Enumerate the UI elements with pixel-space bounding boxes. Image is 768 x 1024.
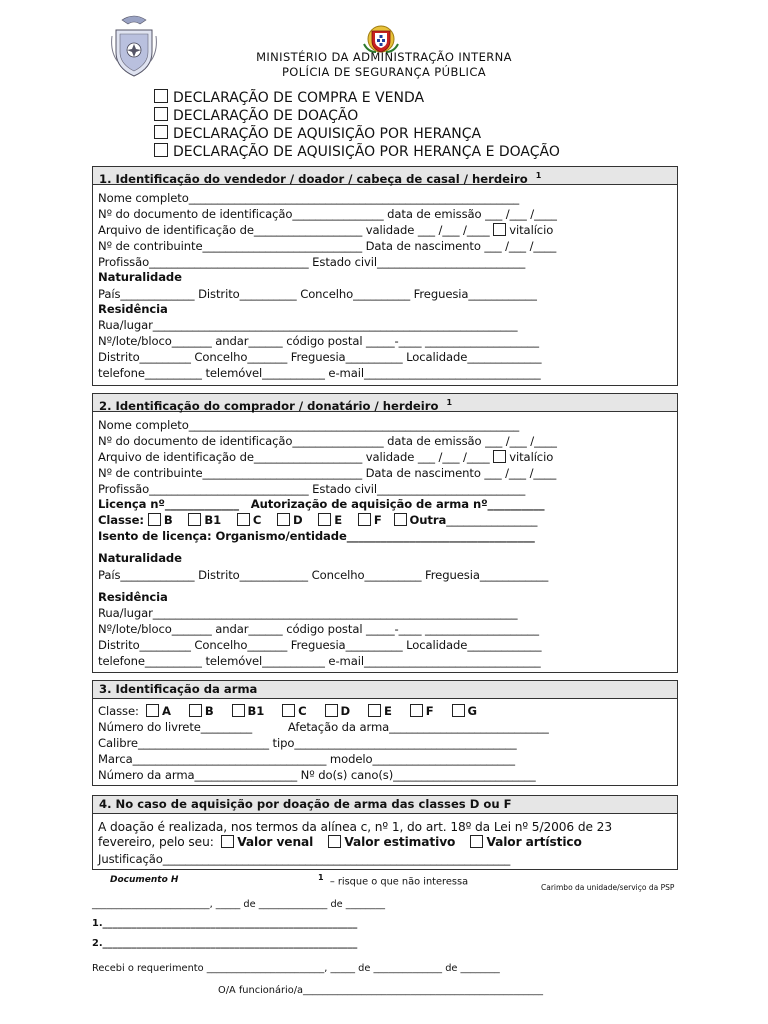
checkbox[interactable] [154,143,168,157]
signature-line-2[interactable]: 2.____________________________________________________ [92,938,358,949]
declaration-option[interactable]: DECLARAÇÃO DE DOAÇÃO [154,107,358,125]
id-archive-field[interactable]: Arquivo de identificação de___________________ validade ___ /___ /____ vitalício [98,223,554,237]
district-field[interactable]: Distrito_________ Concelho_______ Freguesia__________ Localidade_____________ [98,638,542,652]
stamp-label: Carimbo da unidade/serviço da PSP [541,883,675,892]
checkbox[interactable] [154,89,168,103]
section-title: 4. No caso de aquisição por doação de arma das classes D ou F [93,796,677,814]
class-checkbox[interactable] [237,513,250,526]
section-title: 3. Identificação da arma [93,681,677,699]
checkbox[interactable] [154,107,168,121]
official-line[interactable]: O/A funcionário/a_________________________________________________ [218,985,544,996]
brand-field[interactable]: Marca__________________________________ modelo_________________________ [98,752,515,766]
option-checkbox[interactable] [328,835,341,848]
id-document-field[interactable]: Nº do documento de identificação________________ data de emissão ___ /___ /____ [98,434,557,448]
caliber-field[interactable]: Calibre_______________________ tipo_______________________________________ [98,736,517,750]
class-selector: Classe: B B1 C D E F Outra________________ [98,513,538,527]
declaration-option[interactable]: DECLARAÇÃO DE AQUISIÇÃO POR HERANÇA [154,125,481,143]
class-checkbox[interactable] [277,513,290,526]
license-field[interactable]: Licença nº_____________ Autorização de aquisição de arma nº__________ [98,497,545,511]
weapon-class-selector: Classe: A B B1 C D E F G [98,704,477,718]
profession-field[interactable]: Profissão____________________________ Estado civil__________________________ [98,255,526,269]
class-checkbox[interactable] [232,704,245,717]
taxpayer-field[interactable]: Nº de contribuinte____________________________ Data de nascimento ___ /___ /____ [98,466,557,480]
document-label: Documento H [110,875,179,885]
footnote: $^1$ – risque o que não interessa [318,873,469,888]
donation-value-options: fevereiro, pelo seu: Valor venal Valor estimativo Valor artístico [98,835,582,849]
profession-field[interactable]: Profissão____________________________ Estado civil__________________________ [98,482,526,496]
class-checkbox[interactable] [325,704,338,717]
donation-text: A doação é realizada, nos termos da alínea c, nº 1, do art. 18º da Lei nº 5/2006 de 23 [98,820,612,834]
birthplace-field[interactable]: País_____________ Distrito____________ Concelho__________ Freguesia____________ [98,568,549,582]
residencia-heading: Residência [98,302,168,316]
id-archive-field[interactable]: Arquivo de identificação de___________________ validade ___ /___ /____ vitalício [98,450,554,464]
address-field[interactable]: Nº/lote/bloco_______ andar______ código postal _____-____ ____________________ [98,622,539,636]
street-field[interactable]: Rua/lugar________________________________________________________________ [98,606,518,620]
declaration-option[interactable]: DECLARAÇÃO DE COMPRA E VENDA [154,89,424,107]
signature-line-1[interactable]: 1.____________________________________________________ [92,918,358,929]
class-checkbox[interactable] [452,704,465,717]
class-checkbox[interactable] [189,704,202,717]
ministry-title: MINISTÉRIO DA ADMINISTRAÇÃO INTERNA [256,50,512,64]
section-title: 1. Identificação do vendedor / doador / cabeça de casal / herdeiro $^1$ [93,167,677,185]
birthplace-field[interactable]: País_____________ Distrito__________ Concelho__________ Freguesia____________ [98,287,537,301]
full-name-field[interactable]: Nome completo__________________________________________________________ [98,191,520,205]
section-title: 2. Identificação do comprador / donatário / herdeiro $^1$ [93,394,677,412]
declaration-option[interactable]: DECLARAÇÃO DE AQUISIÇÃO POR HERANÇA E DOAÇÃO [154,143,560,161]
naturalidade-heading: Naturalidade [98,551,182,565]
contact-field[interactable]: telefone__________ telemóvel___________ e-mail_______________________________ [98,366,541,380]
received-line[interactable]: Recebi o requerimento ________________________, _____ de ______________ de ________ [92,963,500,974]
contact-field[interactable]: telefone__________ telemóvel___________ e-mail_______________________________ [98,654,541,668]
id-document-field[interactable]: Nº do documento de identificação________________ data de emissão ___ /___ /____ [98,207,557,221]
booklet-number-field[interactable]: Número do livrete_________ Afetação da arma____________________________ [98,720,549,734]
class-checkbox[interactable] [188,513,201,526]
checkbox[interactable] [154,125,168,139]
residencia-heading: Residência [98,590,168,604]
address-field[interactable]: Nº/lote/bloco_______ andar______ código postal _____-____ ____________________ [98,334,539,348]
option-checkbox[interactable] [221,835,234,848]
class-checkbox[interactable] [282,704,295,717]
police-title: POLÍCIA DE SEGURANÇA PÚBLICA [281,65,487,79]
class-checkbox[interactable] [410,704,423,717]
class-checkbox[interactable] [368,704,381,717]
full-name-field[interactable]: Nome completo__________________________________________________________ [98,418,520,432]
taxpayer-field[interactable]: Nº de contribuinte____________________________ Data de nascimento ___ /___ /____ [98,239,557,253]
class-checkbox[interactable] [358,513,371,526]
option-checkbox[interactable] [470,835,483,848]
vitalicio-checkbox[interactable] [493,223,506,236]
weapon-number-field[interactable]: Número da arma__________________ Nº do(s) cano(s)_________________________ [98,768,536,782]
exempt-license-field[interactable]: Isento de licença: Organismo/entidade_________________________________ [98,529,535,543]
class-checkbox[interactable] [318,513,331,526]
class-checkbox[interactable] [146,704,159,717]
class-checkbox[interactable] [148,513,161,526]
vitalicio-checkbox[interactable] [493,450,506,463]
justification-field[interactable]: Justificação_____________________________________________________________ [98,852,511,866]
street-field[interactable]: Rua/lugar________________________________________________________________ [98,318,518,332]
class-checkbox[interactable] [394,513,407,526]
date-line[interactable]: ________________________, _____ de ______________ de ________ [92,899,385,910]
naturalidade-heading: Naturalidade [98,270,182,284]
district-field[interactable]: Distrito_________ Concelho_______ Freguesia__________ Localidade_____________ [98,350,542,364]
